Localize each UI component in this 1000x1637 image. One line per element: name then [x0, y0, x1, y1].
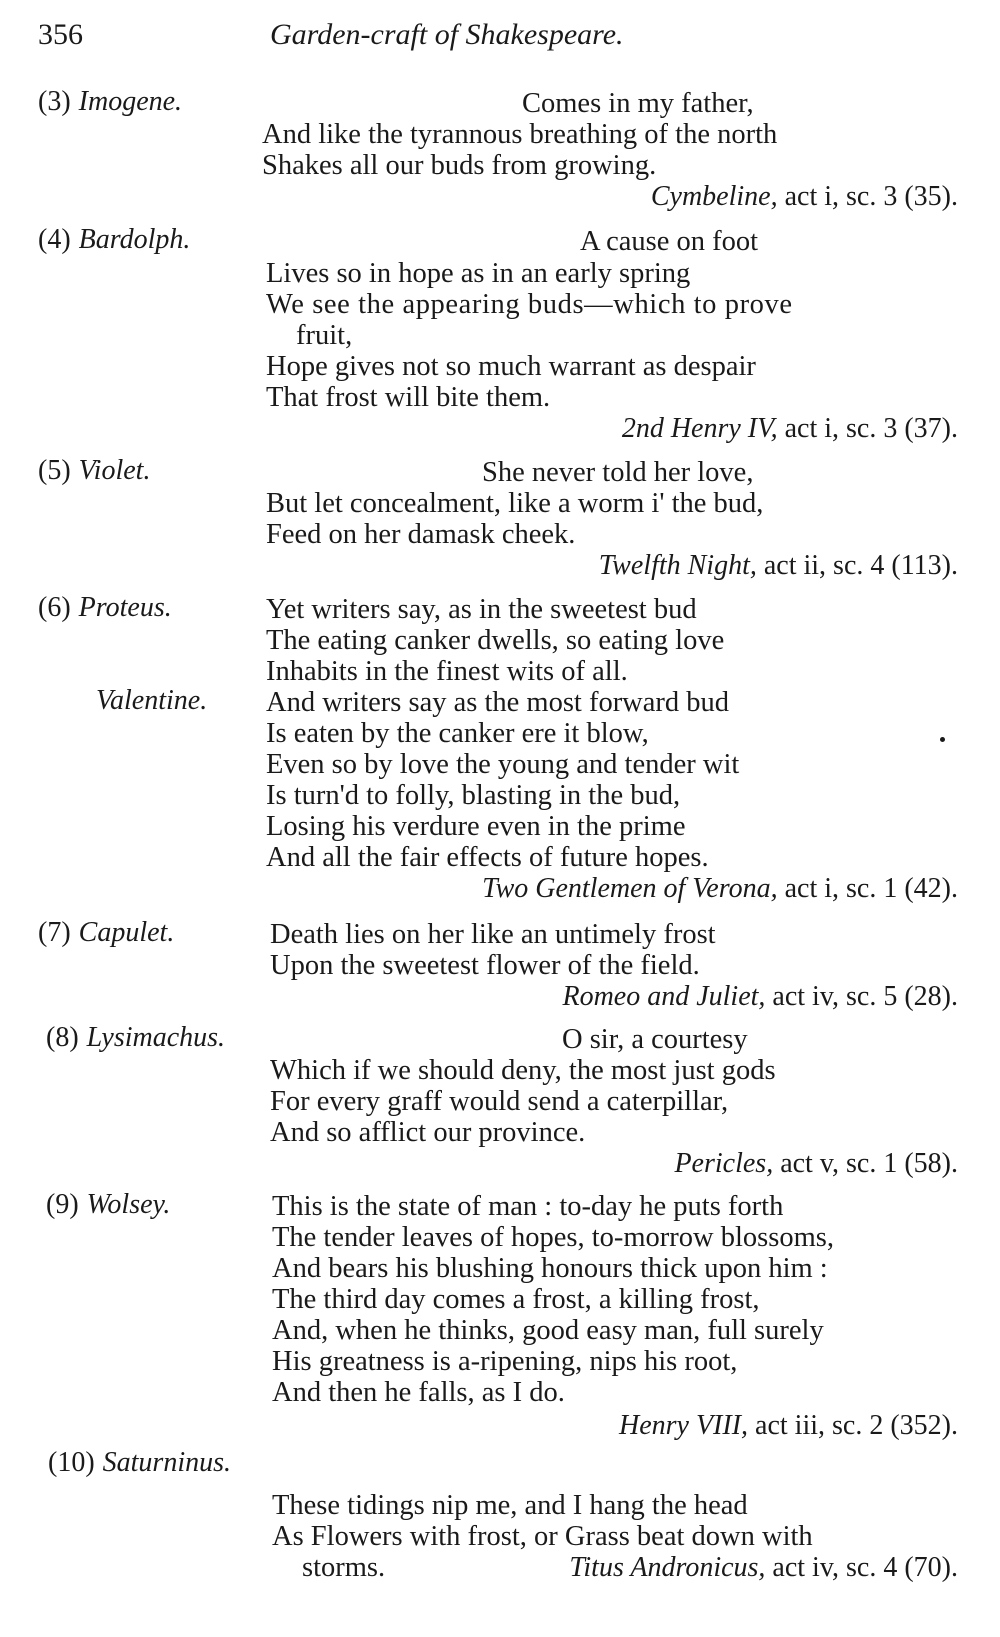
verse-line: O sir, a courtesy [562, 1024, 748, 1055]
page-header [38, 18, 958, 58]
speaker-name: Valentine. [96, 685, 208, 716]
citation [562, 981, 958, 1012]
citation [569, 1552, 958, 1583]
play-title: Two Gentlemen of Verona, [482, 873, 778, 904]
verse-line: The tender leaves of hopes, to-morrow blossoms, [272, 1222, 834, 1253]
verse-line: Is eaten by the canker ere it blow, [266, 718, 649, 749]
quote-number: (6) [38, 592, 71, 623]
verse-line: Upon the sweetest flower of the field. [270, 950, 700, 981]
speaker-name: Imogene. [78, 86, 183, 117]
verse-line: The third day comes a frost, a killing frost, [272, 1284, 760, 1315]
play-title: Cymbeline, [650, 181, 778, 212]
speaker-name: Wolsey. [86, 1189, 171, 1220]
verse-line: Lives so in hope as in an early spring [266, 258, 691, 289]
speaker-label [38, 455, 150, 487]
quote-number: (4) [38, 224, 71, 255]
verse-line: Which if we should deny, the most just gods [270, 1055, 776, 1086]
play-title: 2nd Henry IV, [621, 413, 778, 444]
verse-line: Losing his verdure even in the prime [266, 811, 686, 842]
act-scene-reference: act iv, sc. 5 (28). [765, 981, 958, 1012]
speaker-name: Proteus. [78, 592, 172, 623]
verse-line: For every graff would send a caterpillar, [270, 1086, 729, 1117]
verse-line: And writers say as the most forward bud [266, 687, 730, 718]
play-title: Titus Andronicus, [569, 1552, 766, 1583]
verse-line: And, when he thinks, good easy man, full surely [272, 1315, 824, 1346]
quote-number: (10) [48, 1447, 95, 1478]
verse-line: A cause on foot [580, 226, 759, 257]
act-scene-reference: act i, sc. 3 (35). [777, 181, 958, 212]
verse-line: And like the tyrannous breathing of the north [262, 119, 778, 150]
verse-line: His greatness is a-ripening, nips his root, [272, 1346, 738, 1377]
citation [482, 873, 958, 904]
ink-speck [940, 737, 945, 742]
speaker-label [38, 592, 172, 624]
speaker-label [46, 1189, 170, 1221]
play-title: Henry VIII, [618, 1410, 749, 1441]
quote-number: (3) [38, 86, 71, 117]
speaker-name: Bardolph. [78, 224, 191, 255]
speaker-label [38, 917, 174, 949]
verse-line: Feed on her damask cheek. [266, 519, 576, 550]
verse-line: fruit, [296, 320, 353, 351]
play-title: Twelfth Night, [598, 550, 757, 581]
verse-line: As Flowers with frost, or Grass beat down with [272, 1521, 813, 1552]
citation [674, 1148, 958, 1179]
speaker-name: Capulet. [78, 917, 175, 948]
verse-line: And so afflict our province. [270, 1117, 586, 1148]
verse-line: That frost will bite them. [266, 382, 551, 413]
act-scene-reference: act iv, sc. 4 (70). [765, 1552, 958, 1583]
running-title: Garden-craft of Shakespeare. [270, 18, 624, 51]
verse-line: And bears his blushing honours thick upon him : [272, 1253, 828, 1284]
verse-line: Inhabits in the finest wits of all. [266, 656, 628, 687]
verse-line: We see the appearing buds—which to prove [266, 289, 793, 320]
verse-line: This is the state of man : to-day he puts forth [272, 1191, 784, 1222]
act-scene-reference: act i, sc. 3 (37). [777, 413, 958, 444]
verse-line: And all the fair effects of future hopes. [266, 842, 709, 873]
verse-line: And then he falls, as I do. [272, 1377, 565, 1408]
play-title: Romeo and Juliet, [562, 981, 766, 1012]
act-scene-reference: act v, sc. 1 (58). [773, 1148, 958, 1179]
speaker-name: Lysimachus. [86, 1022, 226, 1053]
second-speaker-label [96, 685, 207, 717]
speaker-label [46, 1022, 225, 1054]
act-scene-reference: act iii, sc. 2 (352). [748, 1410, 958, 1441]
verse-line: The eating canker dwells, so eating love [266, 625, 725, 656]
verse-line: Death lies on her like an untimely frost [270, 919, 716, 950]
verse-line: She never told her love, [482, 457, 754, 488]
act-scene-reference: act i, sc. 1 (42). [777, 873, 958, 904]
speaker-label [48, 1447, 231, 1479]
citation [619, 1410, 958, 1441]
speaker-label [38, 224, 190, 256]
page-number: 356 [38, 18, 83, 51]
verse-line: These tidings nip me, and I hang the head [272, 1490, 748, 1521]
speaker-label [38, 86, 182, 118]
verse-line: Yet writers say, as in the sweetest bud [266, 594, 697, 625]
act-scene-reference: act ii, sc. 4 (113). [756, 550, 958, 581]
speaker-name: Violet. [78, 455, 151, 486]
quote-number: (5) [38, 455, 71, 486]
play-title: Pericles, [674, 1148, 774, 1179]
quote-number: (8) [46, 1022, 79, 1053]
verse-line: storms. [302, 1552, 386, 1583]
verse-line: Comes in my father, [522, 88, 754, 119]
citation [622, 413, 958, 444]
verse-line: Shakes all our buds from growing. [262, 150, 657, 181]
citation [599, 550, 958, 581]
quote-number: (9) [46, 1189, 79, 1220]
quote-number: (7) [38, 917, 71, 948]
verse-line: Even so by love the young and tender wit [266, 749, 740, 780]
speaker-name: Saturninus. [102, 1447, 232, 1478]
citation [651, 181, 958, 212]
verse-line: Is turn'd to folly, blasting in the bud, [266, 780, 681, 811]
verse-line: But let concealment, like a worm i' the bud, [266, 488, 764, 519]
verse-line: Hope gives not so much warrant as despair [266, 351, 756, 382]
